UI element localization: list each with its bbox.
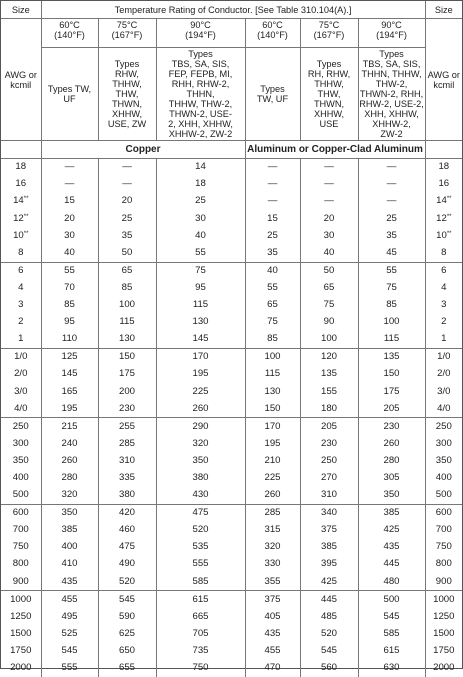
aluminum-ampacity-cell: 65 — [245, 297, 300, 314]
size-cell-right: 800 — [435, 558, 452, 570]
aluminum-ampacity-cell: 320 — [245, 539, 300, 556]
aluminum-ampacity-cell: 375 — [300, 522, 358, 539]
aluminum-ampacity-cell: 385 — [358, 504, 425, 522]
copper-ampacity-cell: 410 — [41, 556, 98, 573]
size-cell-right: 1 — [441, 333, 447, 345]
aluminum-ampacity-cell: 205 — [300, 418, 358, 436]
size-cell: 4/0 — [14, 402, 28, 414]
copper-ampacity-cell: 145 — [41, 366, 98, 383]
aluminum-ampacity-cell: — — [358, 176, 425, 193]
table-row — [1, 383, 462, 400]
size-cell-right: 10** — [436, 229, 452, 241]
size-cell: 600 — [1, 504, 41, 522]
size-cell: 1500 — [10, 627, 32, 639]
copper-ampacity-cell: 215 — [41, 418, 98, 436]
aluminum-ampacity-cell: 230 — [358, 418, 425, 436]
copper-ampacity-cell: 130 — [98, 331, 156, 349]
size-cell: 2 — [18, 316, 24, 328]
table-row — [1, 366, 462, 383]
aluminum-ampacity-cell: 115 — [358, 331, 425, 349]
conductor-types: Types TW, UF — [41, 48, 98, 141]
size-cell-right: 750 — [435, 541, 452, 553]
copper-ampacity-cell: 555 — [156, 556, 245, 573]
aluminum-ampacity-cell: 150 — [245, 400, 300, 418]
copper-ampacity-cell: 520 — [98, 573, 156, 591]
copper-ampacity-cell: 420 — [98, 504, 156, 522]
copper-ampacity-cell: 150 — [98, 349, 156, 367]
size-cell-right: 1500 — [433, 627, 455, 639]
conductor-types: Types RH, RHW, THHW, THW, THWN, XHHW, USE — [300, 48, 358, 141]
size-cell-right: 14** — [436, 195, 452, 207]
temp-heading: 75°C (167°F) — [98, 19, 156, 48]
aluminum-ampacity-cell: 30 — [300, 227, 358, 244]
copper-ampacity-cell: 380 — [98, 487, 156, 505]
aluminum-ampacity-cell: 195 — [245, 436, 300, 453]
aluminum-ampacity-cell: 175 — [358, 383, 425, 400]
copper-ampacity-cell: 110 — [41, 331, 98, 349]
copper-ampacity-cell: 475 — [98, 539, 156, 556]
table-row — [1, 262, 462, 280]
copper-ampacity-cell: 285 — [98, 436, 156, 453]
size-cell-right: 18 — [438, 161, 450, 173]
size-cell: 10** — [13, 229, 29, 241]
aluminum-ampacity-cell: 85 — [358, 297, 425, 314]
copper-ampacity-cell: 495 — [41, 608, 98, 625]
table-row — [1, 660, 462, 677]
aluminum-ampacity-cell: 55 — [358, 262, 425, 280]
aluminum-ampacity-cell: 75 — [245, 314, 300, 331]
aluminum-ampacity-cell: 385 — [300, 539, 358, 556]
size-cell: 1/0 — [1, 349, 41, 367]
size-cell: 14** — [13, 195, 29, 207]
size-cell-right: 1250 — [433, 610, 455, 622]
ampacity-table — [1, 1, 462, 677]
aluminum-ampacity-cell: 150 — [358, 366, 425, 383]
aluminum-ampacity-cell: 545 — [358, 608, 425, 625]
blank-cell — [1, 141, 41, 159]
copper-ampacity-cell: 255 — [98, 418, 156, 436]
aluminum-ampacity-cell: 435 — [245, 626, 300, 643]
aluminum-ampacity-cell: 180 — [300, 400, 358, 418]
copper-ampacity-cell: 225 — [156, 383, 245, 400]
size-cell: 750 — [12, 541, 29, 553]
copper-ampacity-cell: 20 — [41, 210, 98, 227]
size-header-left: Size — [1, 1, 41, 19]
size-cell-right: 1750 — [433, 644, 455, 656]
table-row — [1, 331, 462, 349]
aluminum-ampacity-cell: 425 — [300, 573, 358, 591]
aluminum-ampacity-cell: 100 — [245, 349, 300, 367]
size-cell-right: 500 — [435, 489, 452, 501]
conductor-types: Types TBS, SA, SIS, FEP, FEPB, MI, RHH, RHW-2, THHN, THHW, THW-2, THWN-2, USE- 2, XHH, XHHW, XHHW-2, ZW-2 — [156, 48, 245, 141]
size-cell: 1 — [18, 333, 24, 345]
aluminum-ampacity-cell: 305 — [358, 470, 425, 487]
temp-heading: 90°C (194°F) — [358, 19, 425, 48]
awg-header-right: AWG or kcmil — [425, 19, 462, 141]
aluminum-ampacity-cell: 340 — [300, 504, 358, 522]
size-cell: 4 — [18, 281, 24, 293]
copper-ampacity-cell: 25 — [156, 193, 245, 210]
size-cell: 800 — [12, 558, 29, 570]
size-cell-right: 2000 — [433, 662, 455, 674]
copper-ampacity-cell: 115 — [156, 297, 245, 314]
aluminum-ampacity-cell: 130 — [245, 383, 300, 400]
size-cell-right: 2/0 — [437, 368, 451, 380]
size-cell: 350 — [12, 454, 29, 466]
aluminum-ampacity-cell: 25 — [358, 210, 425, 227]
size-cell-right: 600 — [425, 504, 462, 522]
copper-ampacity-cell: 260 — [156, 400, 245, 418]
aluminum-ampacity-cell: 455 — [245, 643, 300, 660]
size-cell: 700 — [12, 524, 29, 536]
aluminum-ampacity-cell: 50 — [300, 262, 358, 280]
aluminum-ampacity-cell: 155 — [300, 383, 358, 400]
copper-ampacity-cell: 310 — [98, 453, 156, 470]
size-cell-right: 2 — [441, 316, 447, 328]
copper-ampacity-cell: 385 — [41, 522, 98, 539]
table-row — [1, 539, 462, 556]
aluminum-ampacity-cell: 485 — [300, 608, 358, 625]
size-cell-right: 350 — [435, 454, 452, 466]
copper-ampacity-cell: 15 — [41, 193, 98, 210]
copper-ampacity-cell: — — [41, 176, 98, 193]
aluminum-ampacity-cell: 615 — [358, 643, 425, 660]
copper-ampacity-cell: 525 — [41, 626, 98, 643]
aluminum-ampacity-cell: 35 — [358, 227, 425, 244]
copper-ampacity-cell: 175 — [98, 366, 156, 383]
aluminum-ampacity-cell: 25 — [245, 227, 300, 244]
aluminum-ampacity-cell: 435 — [358, 539, 425, 556]
copper-ampacity-cell: 20 — [98, 193, 156, 210]
table-row — [1, 608, 462, 625]
aluminum-ampacity-cell: 270 — [300, 470, 358, 487]
copper-ampacity-cell: — — [41, 159, 98, 177]
aluminum-ampacity-cell: 445 — [358, 556, 425, 573]
copper-ampacity-cell: 30 — [156, 210, 245, 227]
size-cell-right: 1/0 — [425, 349, 462, 367]
temp-heading: 60°C (140°F) — [41, 19, 98, 48]
table-row — [1, 349, 462, 367]
table-row — [1, 280, 462, 297]
size-cell-right: 6 — [425, 262, 462, 280]
temp-heading: 90°C (194°F) — [156, 19, 245, 48]
table-row — [1, 244, 462, 262]
copper-ampacity-cell: 585 — [156, 573, 245, 591]
copper-ampacity-cell: 70 — [41, 280, 98, 297]
aluminum-ampacity-cell: 40 — [300, 244, 358, 262]
size-cell: 8 — [18, 246, 24, 258]
copper-ampacity-cell: 455 — [41, 591, 98, 609]
size-cell-right: 3 — [441, 299, 447, 311]
size-cell: 6 — [1, 262, 41, 280]
size-cell-right: 300 — [435, 437, 452, 449]
table-row — [1, 504, 462, 522]
aluminum-ampacity-cell: 285 — [245, 504, 300, 522]
copper-ampacity-cell: 545 — [41, 643, 98, 660]
copper-ampacity-cell: 35 — [98, 227, 156, 244]
copper-ampacity-cell: 40 — [41, 244, 98, 262]
size-cell: 400 — [12, 471, 29, 483]
aluminum-ampacity-cell: — — [245, 176, 300, 193]
table-row — [1, 591, 462, 609]
size-cell: 900 — [12, 575, 29, 587]
size-cell: 500 — [12, 489, 29, 501]
copper-ampacity-cell: 615 — [156, 591, 245, 609]
table-row — [1, 626, 462, 643]
copper-ampacity-cell: 320 — [41, 487, 98, 505]
table-row — [1, 193, 462, 210]
copper-ampacity-cell: 18 — [156, 176, 245, 193]
copper-ampacity-cell: 535 — [156, 539, 245, 556]
aluminum-ampacity-cell: 205 — [358, 400, 425, 418]
size-cell: 300 — [12, 437, 29, 449]
table-row — [1, 522, 462, 539]
copper-ampacity-cell: 430 — [156, 487, 245, 505]
copper-ampacity-cell: 65 — [98, 262, 156, 280]
size-cell: 250 — [1, 418, 41, 436]
copper-ampacity-cell: 335 — [98, 470, 156, 487]
awg-header-left: AWG or kcmil — [1, 19, 41, 141]
aluminum-ampacity-cell: 225 — [245, 470, 300, 487]
table-row — [1, 227, 462, 244]
copper-ampacity-cell: 55 — [41, 262, 98, 280]
copper-ampacity-cell: 545 — [98, 591, 156, 609]
copper-ampacity-cell: 705 — [156, 626, 245, 643]
temp-heading: 60°C (140°F) — [245, 19, 300, 48]
copper-ampacity-cell: 85 — [41, 297, 98, 314]
copper-ampacity-cell: 14 — [156, 159, 245, 177]
aluminum-ampacity-cell: 280 — [358, 453, 425, 470]
size-cell-right: 250 — [425, 418, 462, 436]
aluminum-ampacity-cell: 55 — [245, 280, 300, 297]
temp-heading: 75°C (167°F) — [300, 19, 358, 48]
size-cell-right: 3/0 — [437, 385, 451, 397]
aluminum-ampacity-cell: 470 — [245, 660, 300, 677]
copper-ampacity-cell: — — [98, 176, 156, 193]
temperature-rating-title: Temperature Rating of Conductor. [See Table 310.104(A).] — [41, 1, 425, 19]
table-row — [1, 297, 462, 314]
aluminum-ampacity-cell: 560 — [300, 660, 358, 677]
size-cell: 16 — [15, 178, 27, 190]
copper-ampacity-cell: 735 — [156, 643, 245, 660]
size-cell-right: 400 — [435, 471, 452, 483]
copper-ampacity-cell: 320 — [156, 436, 245, 453]
aluminum-ampacity-cell: 250 — [300, 453, 358, 470]
aluminum-ampacity-cell: 445 — [300, 591, 358, 609]
aluminum-ampacity-cell: — — [358, 159, 425, 177]
size-cell-right: 700 — [435, 524, 452, 536]
aluminum-ampacity-cell: 395 — [300, 556, 358, 573]
aluminum-ampacity-cell: 310 — [300, 487, 358, 505]
aluminum-ampacity-cell: — — [245, 193, 300, 210]
aluminum-ampacity-cell: 20 — [300, 210, 358, 227]
table-row — [1, 436, 462, 453]
aluminum-ampacity-cell: 65 — [300, 280, 358, 297]
copper-ampacity-cell: 280 — [41, 470, 98, 487]
aluminum-ampacity-cell: 40 — [245, 262, 300, 280]
copper-ampacity-cell: 200 — [98, 383, 156, 400]
aluminum-ampacity-cell: 350 — [358, 487, 425, 505]
copper-ampacity-cell: 490 — [98, 556, 156, 573]
copper-ampacity-cell: 350 — [41, 504, 98, 522]
copper-ampacity-cell: 475 — [156, 504, 245, 522]
size-cell: 3 — [18, 299, 24, 311]
size-cell: 1750 — [10, 644, 32, 656]
copper-ampacity-cell: 130 — [156, 314, 245, 331]
aluminum-ampacity-cell: 545 — [300, 643, 358, 660]
aluminum-ampacity-cell: 315 — [245, 522, 300, 539]
table-row — [1, 159, 462, 177]
size-cell-right: 4 — [441, 281, 447, 293]
aluminum-ampacity-cell: 45 — [358, 244, 425, 262]
table-row — [1, 573, 462, 591]
size-cell: 1250 — [10, 610, 32, 622]
copper-ampacity-cell: 125 — [41, 349, 98, 367]
aluminum-ampacity-cell: 630 — [358, 660, 425, 677]
copper-ampacity-cell: 625 — [98, 626, 156, 643]
copper-ampacity-cell: 520 — [156, 522, 245, 539]
copper-ampacity-cell: 655 — [98, 660, 156, 677]
copper-ampacity-cell: 555 — [41, 660, 98, 677]
size-cell: 18 — [15, 161, 27, 173]
aluminum-ampacity-cell: 330 — [245, 556, 300, 573]
copper-ampacity-cell: 380 — [156, 470, 245, 487]
copper-ampacity-cell: 55 — [156, 244, 245, 262]
aluminum-ampacity-cell: 100 — [358, 314, 425, 331]
copper-ampacity-cell: 195 — [156, 366, 245, 383]
aluminum-ampacity-cell: 90 — [300, 314, 358, 331]
aluminum-ampacity-cell: — — [245, 159, 300, 177]
copper-ampacity-cell: 170 — [156, 349, 245, 367]
aluminum-ampacity-cell: — — [300, 159, 358, 177]
size-cell-right: 12** — [436, 212, 452, 224]
aluminum-ampacity-cell: 135 — [358, 349, 425, 367]
size-cell-right: 900 — [435, 575, 452, 587]
table-body — [1, 159, 462, 677]
conductor-types: Types TW, UF — [245, 48, 300, 141]
copper-ampacity-cell: 195 — [41, 400, 98, 418]
copper-ampacity-cell: 95 — [156, 280, 245, 297]
aluminum-ampacity-cell: — — [358, 193, 425, 210]
copper-ampacity-cell: 400 — [41, 539, 98, 556]
table-row — [1, 400, 462, 418]
aluminum-ampacity-cell: 210 — [245, 453, 300, 470]
size-cell: 12** — [13, 212, 29, 224]
copper-ampacity-cell: 75 — [156, 262, 245, 280]
table-row — [1, 176, 462, 193]
copper-ampacity-cell: 240 — [41, 436, 98, 453]
aluminum-ampacity-cell: 520 — [300, 626, 358, 643]
copper-ampacity-cell: 50 — [98, 244, 156, 262]
table-row — [1, 418, 462, 436]
copper-ampacity-cell: 290 — [156, 418, 245, 436]
copper-heading: Copper — [41, 141, 245, 159]
size-cell-right: 8 — [441, 246, 447, 258]
aluminum-ampacity-cell: — — [300, 193, 358, 210]
aluminum-ampacity-cell: 85 — [245, 331, 300, 349]
aluminum-ampacity-cell: 75 — [358, 280, 425, 297]
table-row — [1, 453, 462, 470]
aluminum-ampacity-cell: 425 — [358, 522, 425, 539]
aluminum-ampacity-cell: 375 — [245, 591, 300, 609]
copper-ampacity-cell: 165 — [41, 383, 98, 400]
copper-ampacity-cell: 435 — [41, 573, 98, 591]
table-row — [1, 210, 462, 227]
aluminum-ampacity-cell: 260 — [245, 487, 300, 505]
size-cell: 3/0 — [14, 385, 28, 397]
copper-ampacity-cell: — — [98, 159, 156, 177]
aluminum-ampacity-cell: 480 — [358, 573, 425, 591]
size-cell: 1000 — [1, 591, 41, 609]
blank-cell — [425, 141, 462, 159]
size-cell: 2/0 — [14, 368, 28, 380]
size-cell-right: 16 — [438, 178, 450, 190]
aluminum-ampacity-cell: 15 — [245, 210, 300, 227]
copper-ampacity-cell: 115 — [98, 314, 156, 331]
copper-ampacity-cell: 145 — [156, 331, 245, 349]
copper-ampacity-cell: 350 — [156, 453, 245, 470]
size-header-right: Size — [425, 1, 462, 19]
conductor-types: Types RHW, THHW, THW, THWN, XHHW, USE, ZW — [98, 48, 156, 141]
size-cell-right: 4/0 — [437, 402, 451, 414]
table-row — [1, 487, 462, 505]
size-cell: 2000 — [10, 662, 32, 674]
aluminum-ampacity-cell: 170 — [245, 418, 300, 436]
table-row — [1, 643, 462, 660]
copper-ampacity-cell: 665 — [156, 608, 245, 625]
aluminum-heading: Aluminum or Copper-Clad Aluminum — [245, 141, 425, 159]
copper-ampacity-cell: 750 — [156, 660, 245, 677]
conductor-types: Types TBS, SA, SIS, THHN, THHW, THW-2, THWN-2, RHH, RHW-2, USE-2, XHH, XHHW, XHHW-2, ZW-2 — [359, 49, 424, 139]
aluminum-ampacity-cell: — — [300, 176, 358, 193]
aluminum-ampacity-cell: 115 — [245, 366, 300, 383]
copper-ampacity-cell: 460 — [98, 522, 156, 539]
aluminum-ampacity-cell: 75 — [300, 297, 358, 314]
copper-ampacity-cell: 230 — [98, 400, 156, 418]
table-row — [1, 470, 462, 487]
copper-ampacity-cell: 590 — [98, 608, 156, 625]
aluminum-ampacity-cell: 100 — [300, 331, 358, 349]
aluminum-ampacity-cell: 120 — [300, 349, 358, 367]
copper-ampacity-cell: 30 — [41, 227, 98, 244]
aluminum-ampacity-cell: 405 — [245, 608, 300, 625]
copper-ampacity-cell: 40 — [156, 227, 245, 244]
size-cell-right: 1000 — [425, 591, 462, 609]
aluminum-ampacity-cell: 35 — [245, 244, 300, 262]
table-row — [1, 556, 462, 573]
table-header — [1, 1, 462, 159]
aluminum-ampacity-cell: 585 — [358, 626, 425, 643]
copper-ampacity-cell: 85 — [98, 280, 156, 297]
aluminum-ampacity-cell: 260 — [358, 436, 425, 453]
copper-ampacity-cell: 95 — [41, 314, 98, 331]
copper-ampacity-cell: 100 — [98, 297, 156, 314]
copper-ampacity-cell: 25 — [98, 210, 156, 227]
copper-ampacity-cell: 650 — [98, 643, 156, 660]
table-row — [1, 314, 462, 331]
aluminum-ampacity-cell: 230 — [300, 436, 358, 453]
copper-ampacity-cell: 260 — [41, 453, 98, 470]
aluminum-ampacity-cell: 500 — [358, 591, 425, 609]
aluminum-ampacity-cell: 355 — [245, 573, 300, 591]
aluminum-ampacity-cell: 135 — [300, 366, 358, 383]
